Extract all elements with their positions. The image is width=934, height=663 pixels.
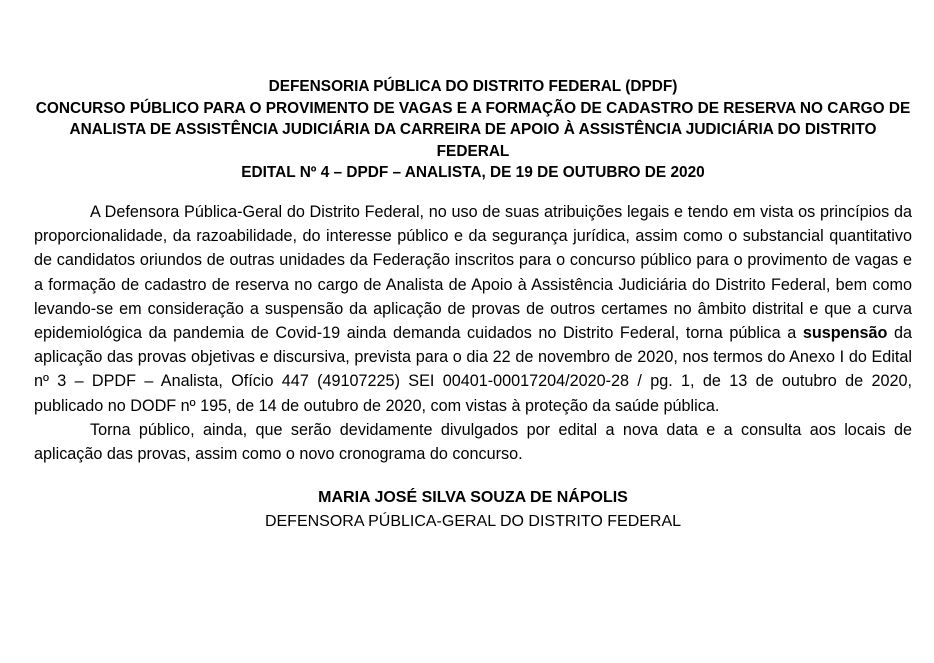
- signature-block: [34, 486, 912, 534]
- paragraph-1-text-end: da aplicação das provas objetivas e discursiva, prevista para o dia 22 de novembro de 2020, nos termos do Anexo I do Edital nº 3 – DPDF – Analista, Ofício 447 (49107225) SEI 00401-00017204/2020-28 / pg. 1, de 13 de outubro de 2020, publicado no DODF nº 195, de 14 de outubro de 2020, com vistas à proteção da saúde pública.: [34, 323, 912, 415]
- contest-title: CONCURSO PÚBLICO PARA O PROVIMENTO DE VAGAS E A FORMAÇÃO DE CADASTRO DE RESERVA NO CARGO DE ANALISTA DE ASSISTÊNCIA JUDICIÁRIA DA CARREIRA DE APOIO À ASSISTÊNCIA JUDICIÁRIA DO DISTRITO FEDERAL: [35, 99, 911, 160]
- paragraph-1: [34, 200, 912, 418]
- paragraph-1-text-start: A Defensora Pública-Geral do Distrito Federal, no uso de suas atribuições legais e tendo em vista os princípios da proporcionalidade, da razoabilidade, do interesse público e da segurança jurídica, assim como o substancial quantitativo de candidatos oriundos de outras unidades da Federação inscritos para o concurso público para o provimento de vagas e a formação de cadastro de reserva no cargo de Analista de Apoio à Assistência Judiciária do Distrito Federal, bem como levando-se em consideração a suspensão da aplicação de provas de outros certames no âmbito distrital e que a curva epidemiológica da pandemia de Covid-19 ainda demanda cuidados no Distrito Federal, torna pública a: [34, 202, 912, 342]
- document-body: [34, 200, 912, 466]
- paragraph-2: Torna público, ainda, que serão devidamente divulgados por edital a nova data e a consulta aos locais de aplicação das provas, assim como o novo cronograma do concurso.: [34, 420, 912, 463]
- suspension-emphasis: suspensão: [802, 323, 888, 342]
- edital-title: EDITAL Nº 4 – DPDF – ANALISTA, DE 19 DE OUTUBRO DE 2020: [241, 164, 705, 182]
- document-header: [34, 76, 912, 184]
- institution-title: DEFENSORIA PÚBLICA DO DISTRITO FEDERAL (DPDF): [268, 78, 678, 95]
- signatory-name: MARIA JOSÉ SILVA SOUZA DE NÁPOLIS: [318, 489, 628, 507]
- signatory-title: DEFENSORA PÚBLICA-GERAL DO DISTRITO FEDERAL: [264, 513, 682, 531]
- document-page: [34, 76, 912, 534]
